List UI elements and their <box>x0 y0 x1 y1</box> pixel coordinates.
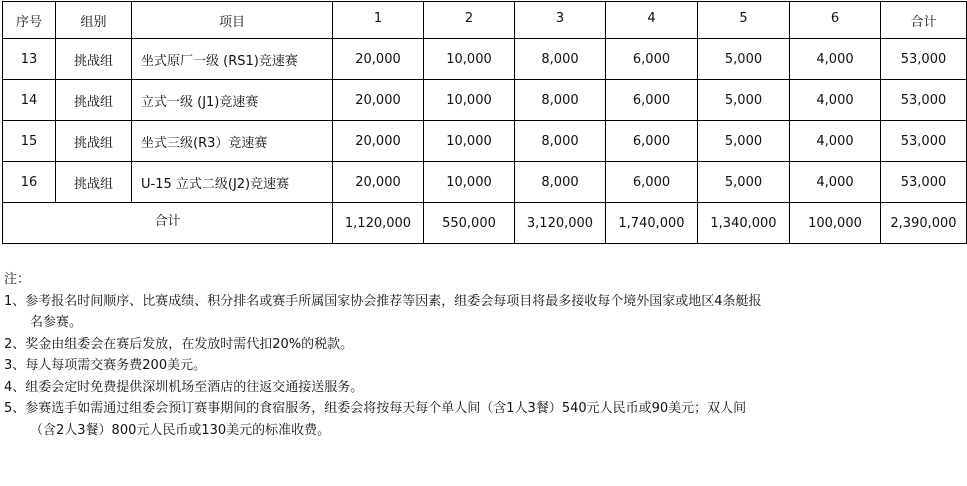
header-cell-place-1: 1 <box>333 2 424 39</box>
row-prize-3: 8,000 <box>515 80 606 121</box>
header-cell-total: 合计 <box>881 2 967 39</box>
header-cell-place-4: 4 <box>606 2 698 39</box>
row-prize-2: 10,000 <box>424 121 515 162</box>
row-prize-6: 4,000 <box>790 162 881 203</box>
total-grand: 2,390,000 <box>881 203 967 244</box>
note-1-line-2: 名参赛。 <box>30 315 83 330</box>
row-prize-5: 5,000 <box>698 162 790 203</box>
row-prize-5: 5,000 <box>698 80 790 121</box>
table-total-row <box>3 203 967 244</box>
row-prize-4: 6,000 <box>606 39 698 80</box>
row-event: U-15 立式二级(J2)竞速赛 <box>132 162 333 203</box>
note-5-line-1: 5、参赛选手如需通过组委会预订赛事期间的食宿服务，组委会将按每天每个单人间（含1人3餐）540元人民币或90美元；双人间 <box>4 401 747 416</box>
total-label: 合计 <box>3 203 333 244</box>
row-event: 坐式三级(R3）竞速赛 <box>132 121 333 162</box>
header-cell-index: 序号 <box>3 2 56 39</box>
table-header-row <box>3 2 967 39</box>
row-prize-6: 4,000 <box>790 80 881 121</box>
note-4: 4、组委会定时免费提供深圳机场至酒店的往返交通接送服务。 <box>4 379 364 395</box>
header-cell-event: 项目 <box>132 2 333 39</box>
total-prize-6: 100,000 <box>790 203 881 244</box>
row-prize-3: 8,000 <box>515 121 606 162</box>
row-index: 15 <box>3 121 56 162</box>
notes-section <box>4 269 962 441</box>
header-cell-place-2: 2 <box>424 2 515 39</box>
row-index: 13 <box>3 39 56 80</box>
row-prize-5: 5,000 <box>698 121 790 162</box>
note-3: 3、每人每项需交赛务费200美元。 <box>4 358 207 373</box>
row-event: 坐式原厂一级 (RS1)竞速赛 <box>132 39 333 80</box>
row-prize-3: 8,000 <box>515 39 606 80</box>
total-prize-3: 3,120,000 <box>515 203 606 244</box>
row-prize-5: 5,000 <box>698 39 790 80</box>
note-2: 2、奖金由组委会在赛后发放，在发放时需代扣20%的税款。 <box>4 336 354 352</box>
table-row <box>3 121 967 162</box>
row-prize-4: 6,000 <box>606 80 698 121</box>
table-row <box>3 39 967 80</box>
row-group: 挑战组 <box>56 162 132 203</box>
row-prize-1: 20,000 <box>333 121 424 162</box>
total-prize-1: 1,120,000 <box>333 203 424 244</box>
row-index: 14 <box>3 80 56 121</box>
total-prize-4: 1,740,000 <box>606 203 698 244</box>
notes-heading: 注： <box>4 272 31 287</box>
row-index: 16 <box>3 162 56 203</box>
header-cell-group: 组别 <box>56 2 132 39</box>
table-row <box>3 80 967 121</box>
row-prize-2: 10,000 <box>424 80 515 121</box>
row-prize-3: 8,000 <box>515 162 606 203</box>
note-5-line-2: （含2人3餐）800元人民币或130美元的标准收费。 <box>30 422 331 438</box>
row-prize-1: 20,000 <box>333 39 424 80</box>
row-prize-2: 10,000 <box>424 39 515 80</box>
header-cell-place-5: 5 <box>698 2 790 39</box>
header-cell-place-6: 6 <box>790 2 881 39</box>
total-prize-5: 1,340,000 <box>698 203 790 244</box>
row-prize-6: 4,000 <box>790 121 881 162</box>
note-1-line-1: 1、参考报名时间顺序、比赛成绩、积分排名或赛手所属国家协会推荐等因素，组委会每项目将最多接收每个境外国家或地区4条艇报 <box>4 293 762 309</box>
total-prize-2: 550,000 <box>424 203 515 244</box>
row-total: 53,000 <box>881 80 967 121</box>
row-event: 立式一级 (J1)竞速赛 <box>132 80 333 121</box>
row-prize-2: 10,000 <box>424 162 515 203</box>
row-prize-6: 4,000 <box>790 39 881 80</box>
row-prize-4: 6,000 <box>606 121 698 162</box>
row-total: 53,000 <box>881 162 967 203</box>
row-total: 53,000 <box>881 39 967 80</box>
row-group: 挑战组 <box>56 121 132 162</box>
row-prize-1: 20,000 <box>333 80 424 121</box>
table-row <box>3 162 967 203</box>
row-total: 53,000 <box>881 121 967 162</box>
header-cell-place-3: 3 <box>515 2 606 39</box>
row-group: 挑战组 <box>56 39 132 80</box>
row-prize-4: 6,000 <box>606 162 698 203</box>
row-group: 挑战组 <box>56 80 132 121</box>
row-prize-1: 20,000 <box>333 162 424 203</box>
prize-money-table <box>2 1 967 244</box>
